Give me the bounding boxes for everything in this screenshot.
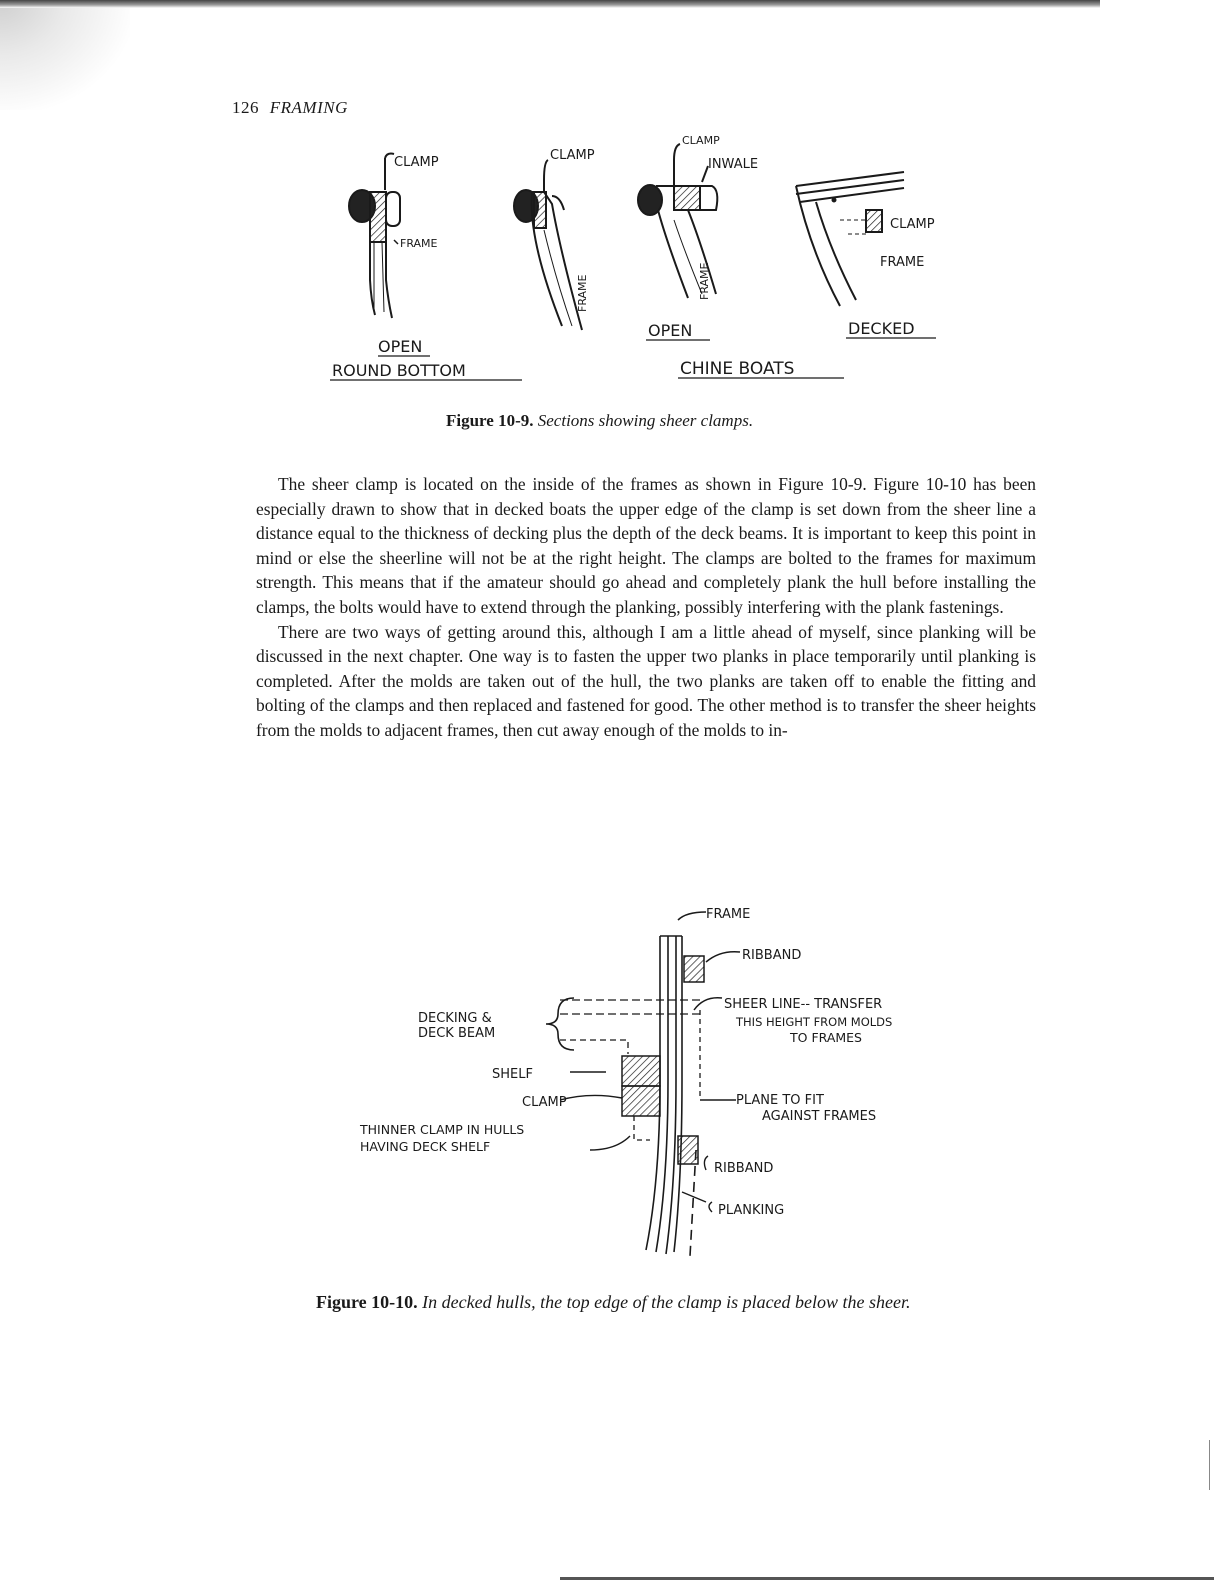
figure-10-9-caption xyxy=(446,408,753,433)
body-paragraph-1: The sheer clamp is located on the inside of the frames as shown in Figure 10-9. Figure 10-10 has been especially drawn to show that in decked boats the upper edge of the clamp is set down from the sheer line a distance equal to the thickness of decking plus the depth of the deck beams. It is important to keep this point in mind or else the sheerline will not be at the right height. The clamps are bolted to the frames for maximum strength. This means that if the amateur should go ahead and completely plank the hull before installing the clamps, the bolts would have to extend through the planking, possibly interfering with the plank fastenings. xyxy=(256,474,1036,617)
fig9-label-clamp-1: CLAMP xyxy=(394,155,439,170)
fig10-label-plane-to-fit: PLANE TO FIT xyxy=(736,1093,824,1108)
fig9-label-open-1: OPEN xyxy=(378,337,423,356)
fig9-label-clamp-4: CLAMP xyxy=(890,217,935,232)
scan-edge-right xyxy=(1209,1440,1210,1490)
fig9-label-decked: DECKED xyxy=(848,319,915,338)
scan-edge-top xyxy=(0,0,1100,8)
fig9-label-clamp-3: CLAMP xyxy=(682,134,720,147)
scan-edge-bottom xyxy=(560,1577,1214,1580)
fig9-label-clamp-2: CLAMP xyxy=(550,148,595,163)
fig9-label-round-bottom: ROUND BOTTOM xyxy=(332,361,466,380)
figure-10-9-illustration xyxy=(300,130,1000,390)
figure-10-10-caption xyxy=(316,1290,1036,1314)
fig9-label-frame-4: FRAME xyxy=(880,255,925,270)
fig9-label-inwale: INWALE xyxy=(708,157,759,172)
clamp-block xyxy=(622,1086,660,1116)
fig10-label-shelf: SHELF xyxy=(492,1067,533,1082)
fig10-label-frame: FRAME xyxy=(706,907,751,922)
section-open-round-bottom xyxy=(349,154,400,319)
section-decked-chine xyxy=(796,172,904,306)
fig10-label-thinner-clamp: THINNER CLAMP IN HULLS xyxy=(360,1122,525,1137)
ribband-bottom-block xyxy=(678,1136,698,1164)
fig10-label-ribband-top: RIBBAND xyxy=(742,948,802,963)
fig9-label-frame-2: FRAME xyxy=(576,274,589,312)
fig10-label-this-height: THIS HEIGHT FROM MOLDS xyxy=(736,1015,893,1029)
fig10-label-planking: PLANKING xyxy=(718,1203,785,1218)
section-open-round-bottom-2 xyxy=(514,160,582,330)
running-head xyxy=(232,98,348,118)
figure-10-10-caption-text: In decked hulls, the top edge of the clamp is placed below the sheer. xyxy=(422,1292,911,1312)
page-number: 126 xyxy=(232,98,259,117)
fig10-label-decking: DECKING & xyxy=(418,1011,492,1026)
fig10-label-deck-beam: DECK BEAM xyxy=(418,1026,496,1041)
fig9-label-frame-3: FRAME xyxy=(698,262,711,300)
scan-shadow-corner xyxy=(0,0,130,110)
fig10-label-to-frames: TO FRAMES xyxy=(790,1030,862,1045)
ribband-top-block xyxy=(684,956,704,982)
fig9-label-open-2: OPEN xyxy=(648,321,693,340)
fig9-label-frame-1: FRAME xyxy=(400,237,438,250)
figure-10-9-caption-text: Sections showing sheer clamps. xyxy=(537,411,754,430)
shelf-block xyxy=(622,1056,660,1086)
figure-10-10-illustration xyxy=(360,900,980,1270)
body-paragraph-2: There are two ways of getting around this, although I am a little ahead of myself, since planking will be discussed in the next chapter. One way is to fasten the upper two planks in place temporarily until planking is completed. After the molds are taken out of the hull, the two planks are taken off to enable the fitting and bolting of the clamps and then replaced and fastened for good. The other method is to transfer the sheer heights from the molds to adjacent frames, then cut away enough of the molds to in- xyxy=(256,621,1036,740)
fig10-label-clamp: CLAMP xyxy=(522,1095,567,1110)
fig9-label-chine-boats: CHINE BOATS xyxy=(680,359,795,379)
fig10-label-having-deck-shelf: HAVING DECK SHELF xyxy=(360,1139,491,1154)
fig10-label-ribband-bottom: RIBBAND xyxy=(714,1161,774,1176)
figure-10-9-caption-label: Figure 10-9. xyxy=(446,411,534,430)
body-text xyxy=(256,472,1036,743)
fig10-label-against-frames: AGAINST FRAMES xyxy=(762,1109,877,1124)
figure-10-10-caption-label: Figure 10-10. xyxy=(316,1292,418,1312)
section-title: FRAMING xyxy=(269,98,348,117)
fig10-label-sheer-line: SHEER LINE-- TRANSFER xyxy=(724,997,883,1012)
